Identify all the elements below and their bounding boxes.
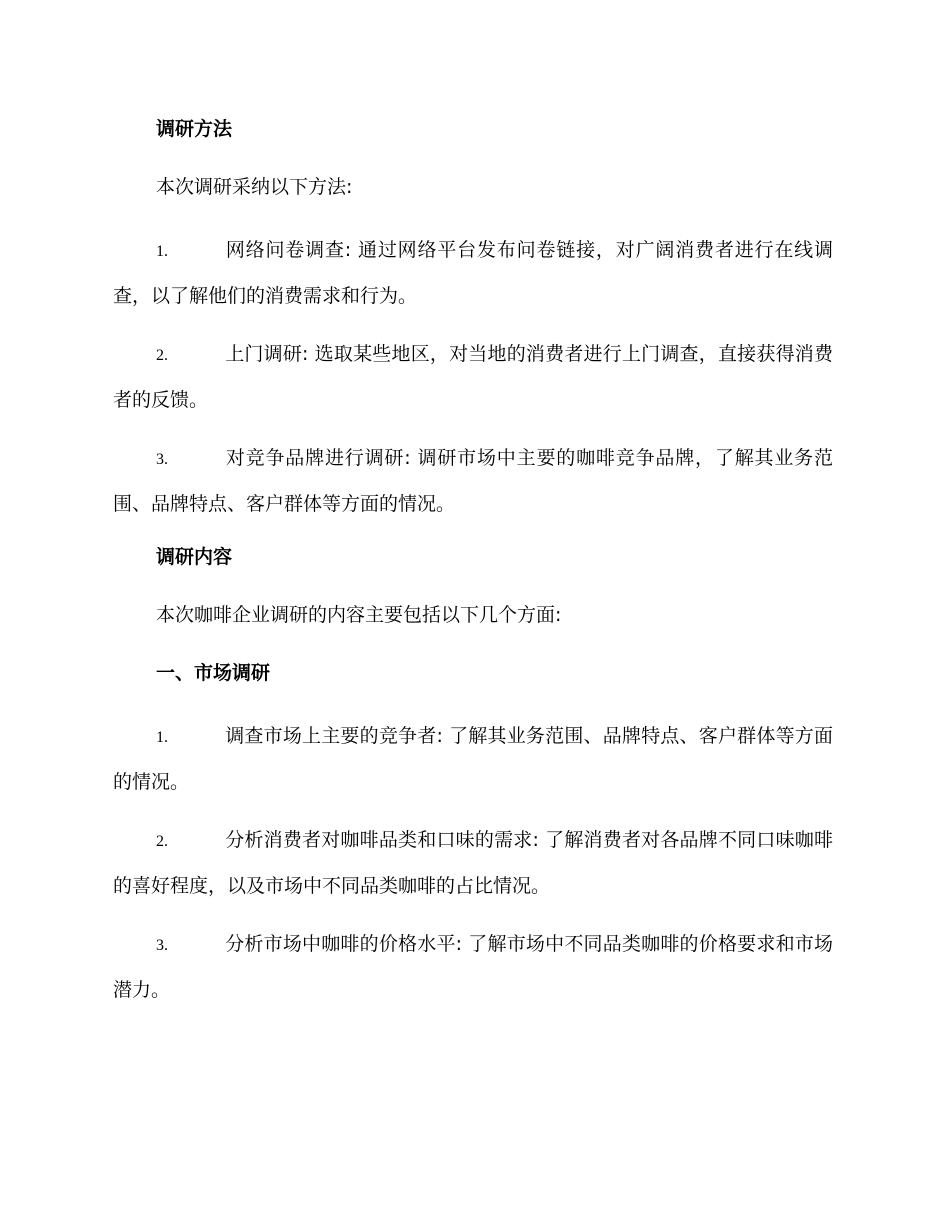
document-body <box>113 112 833 1026</box>
content-intro: 本次咖啡企业调研的内容主要包括以下几个方面: <box>156 604 562 626</box>
list-text: 分析消费者对咖啡品类和口味的需求: 了解消费者对各品牌不同口味咖啡的喜好程度，以及市场中不同品类咖啡的占比情况。 <box>113 829 833 897</box>
list-item <box>113 436 833 527</box>
list-text: 分析市场中咖啡的价格水平: 了解市场中不同品类咖啡的价格要求和市场潜力。 <box>113 933 833 1001</box>
list-number: 2. <box>156 347 168 364</box>
list-item <box>113 714 833 805</box>
list-number: 3. <box>156 451 168 468</box>
list-text: 调查市场上主要的竞争者: 了解其业务范围、品牌特点、客户群体等方面的情况。 <box>113 725 833 793</box>
list-item <box>113 922 833 1013</box>
list-number: 3. <box>156 937 168 954</box>
list-number: 1. <box>156 243 168 260</box>
section-heading-methods: 调研方法 <box>156 118 233 140</box>
list-item <box>113 332 833 423</box>
list-number: 2. <box>156 833 168 850</box>
list-text: 网络问卷调查: 通过网络平台发布问卷链接，对广阔消费者进行在线调查，以了解他们的消费需求和行为。 <box>113 239 833 307</box>
list-item <box>113 818 833 909</box>
list-item <box>113 228 833 319</box>
section-heading-content: 调研内容 <box>156 546 233 568</box>
methods-intro: 本次调研采纳以下方法: <box>156 176 353 198</box>
list-text: 上门调研: 选取某些地区，对当地的消费者进行上门调查，直接获得消费者的反馈。 <box>113 343 833 411</box>
section-heading-market: 一、市场调研 <box>156 662 271 684</box>
list-number: 1. <box>156 729 168 746</box>
list-text: 对竞争品牌进行调研: 调研市场中主要的咖啡竞争品牌，了解其业务范围、品牌特点、客户群体等方面的情况。 <box>113 447 833 515</box>
